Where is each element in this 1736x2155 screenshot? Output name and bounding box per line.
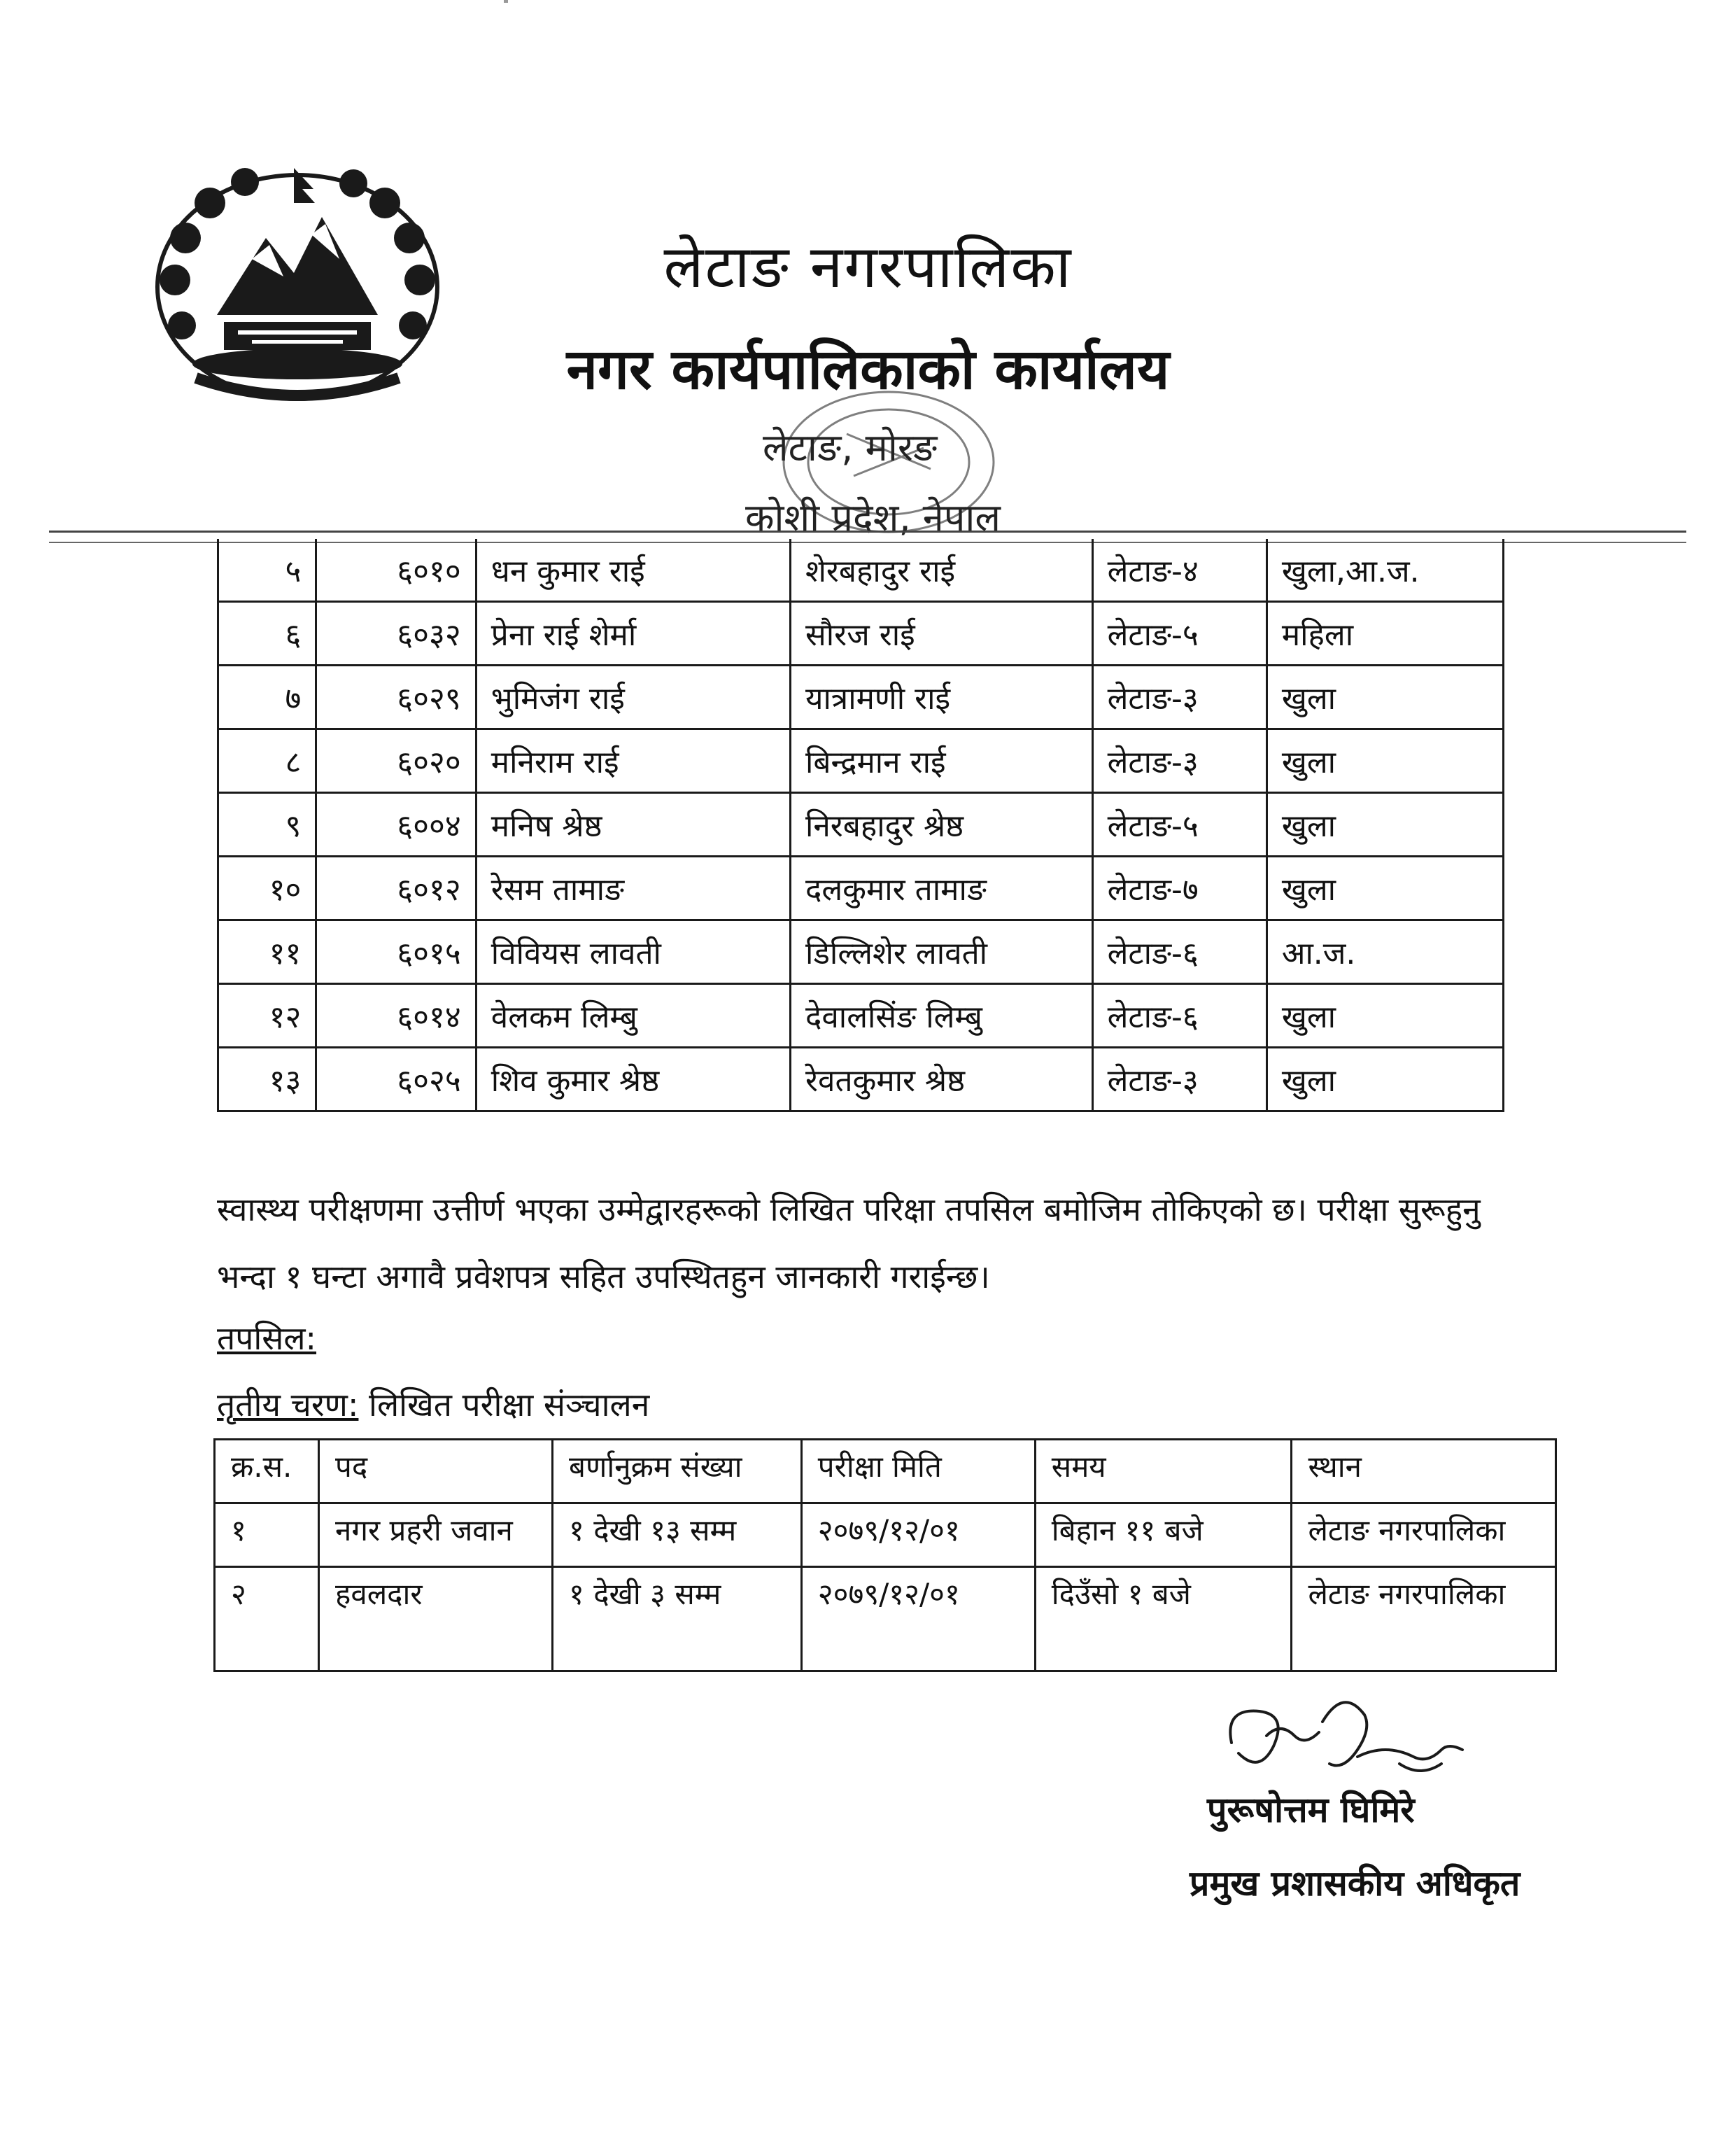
- exam-schedule-table: [213, 1438, 1557, 1672]
- table-row: [218, 920, 1504, 984]
- table-row: [218, 729, 1504, 793]
- serial-number-cell: ६: [218, 602, 316, 666]
- candidate-name-cell: विवियस लावती: [476, 920, 790, 984]
- table-row: [218, 984, 1504, 1048]
- scan-speck: [504, 0, 508, 3]
- address-cell: लेटाङ-३: [1092, 729, 1266, 793]
- father-name-cell: सौरज राई: [790, 602, 1092, 666]
- table-cell: १: [215, 1503, 319, 1567]
- table-cell: १ देखी १३ सम्म: [553, 1503, 802, 1567]
- roll-number-cell: ६०२५: [316, 1048, 476, 1111]
- address-cell: लेटाङ-४: [1092, 539, 1266, 602]
- roll-number-cell: ६०१२: [316, 857, 476, 920]
- candidate-name-cell: धन कुमार राई: [476, 539, 790, 602]
- serial-number-cell: ५: [218, 539, 316, 602]
- table-row: [218, 539, 1504, 602]
- table-cell: २०७९/१२/०१: [801, 1567, 1035, 1671]
- candidate-name-cell: मनिराम राई: [476, 729, 790, 793]
- category-cell: खुला,आ.ज.: [1266, 539, 1503, 602]
- header-cell: परीक्षा मिति: [801, 1440, 1035, 1503]
- category-cell: आ.ज.: [1266, 920, 1503, 984]
- address-cell: लेटाङ-३: [1092, 666, 1266, 729]
- father-name-cell: बिन्द्रमान राई: [790, 729, 1092, 793]
- details-label: तपसिल:: [217, 1319, 317, 1357]
- category-cell: खुला: [1266, 666, 1503, 729]
- table-cell: २०७९/१२/०१: [801, 1503, 1035, 1567]
- candidate-name-cell: भुमिजंग राई: [476, 666, 790, 729]
- phase-label: तृतीय चरण:: [217, 1386, 359, 1424]
- candidate-name-cell: वेलकम लिम्बु: [476, 984, 790, 1048]
- header-cell: स्थान: [1292, 1440, 1556, 1503]
- candidate-name-cell: मनिष श्रेष्ठ: [476, 793, 790, 857]
- father-name-cell: डिल्लिशेर लावती: [790, 920, 1092, 984]
- address-cell: लेटाङ-६: [1092, 984, 1266, 1048]
- header-rule: [49, 531, 1686, 533]
- table-cell: हवलदार: [319, 1567, 553, 1671]
- category-cell: खुला: [1266, 1048, 1503, 1111]
- table-row: [218, 1048, 1504, 1111]
- office-title: नगर कार्यपालिकाको कार्यालय: [566, 337, 1170, 402]
- candidate-name-cell: रेसम तामाङ: [476, 857, 790, 920]
- father-name-cell: दलकुमार तामाङ: [790, 857, 1092, 920]
- signatory-name: पुरूषोत्तम घिमिरे: [1207, 1790, 1415, 1830]
- category-cell: खुला: [1266, 857, 1503, 920]
- header-cell: बर्णानुक्रम संख्या: [553, 1440, 802, 1503]
- category-cell: खुला: [1266, 984, 1503, 1048]
- address-cell: लेटाङ-७: [1092, 857, 1266, 920]
- table-row: [218, 793, 1504, 857]
- roll-number-cell: ६०१५: [316, 920, 476, 984]
- roll-number-cell: ६०२०: [316, 729, 476, 793]
- table-cell: २: [215, 1567, 319, 1671]
- category-cell: खुला: [1266, 793, 1503, 857]
- roll-number-cell: ६०१०: [316, 539, 476, 602]
- notice-paragraph: स्वास्थ्य परीक्षणमा उत्तीर्ण भएका उम्मेद्वारहरूको लिखित परिक्षा तपसिल बमोजिम तोकिएको छ। परीक्षा सुरूहुनु भन्दा १ घन्टा अगावै प्रवेशपत्र सहित उपस्थितहुन जानकारी गराईन्छ।: [217, 1191, 1481, 1296]
- candidate-table: [217, 539, 1504, 1112]
- category-cell: महिला: [1266, 602, 1503, 666]
- serial-number-cell: १३: [218, 1048, 316, 1111]
- serial-number-cell: ११: [218, 920, 316, 984]
- roll-number-cell: ६००४: [316, 793, 476, 857]
- table-row: [218, 602, 1504, 666]
- father-name-cell: निरबहादुर श्रेष्ठ: [790, 793, 1092, 857]
- address-cell: लेटाङ-५: [1092, 602, 1266, 666]
- roll-number-cell: ६०३२: [316, 602, 476, 666]
- father-name-cell: शेरबहादुर राई: [790, 539, 1092, 602]
- serial-number-cell: ८: [218, 729, 316, 793]
- table-cell: १ देखी ३ सम्म: [553, 1567, 802, 1671]
- serial-number-cell: १०: [218, 857, 316, 920]
- address-cell: लेटाङ-६: [1092, 920, 1266, 984]
- municipality-title: लेटाङ नगरपालिका: [663, 232, 1073, 301]
- table-cell: लेटाङ नगरपालिका: [1292, 1567, 1556, 1671]
- candidate-name-cell: प्रेना राई शेर्मा: [476, 602, 790, 666]
- location-district: लेटाङ, मोरङ: [763, 426, 938, 470]
- table-cell: दिउँसो १ बजे: [1035, 1567, 1292, 1671]
- header-cell: समय: [1035, 1440, 1292, 1503]
- roll-number-cell: ६०२९: [316, 666, 476, 729]
- table-cell: लेटाङ नगरपालिका: [1292, 1503, 1556, 1567]
- father-name-cell: यात्रामणी राई: [790, 666, 1092, 729]
- table-row: [218, 857, 1504, 920]
- father-name-cell: देवालसिंङ लिम्बु: [790, 984, 1092, 1048]
- serial-number-cell: ९: [218, 793, 316, 857]
- table-cell: बिहान ११ बजे: [1035, 1503, 1292, 1567]
- location-province: कोशी प्रदेश, नेपाल: [745, 496, 1001, 540]
- address-cell: लेटाङ-३: [1092, 1048, 1266, 1111]
- signature-icon: [1218, 1694, 1511, 1799]
- table-cell: नगर प्रहरी जवान: [319, 1503, 553, 1567]
- phase-text: लिखित परीक्षा संञ्चालन: [358, 1386, 650, 1424]
- address-cell: लेटाङ-५: [1092, 793, 1266, 857]
- roll-number-cell: ६०१४: [316, 984, 476, 1048]
- candidate-name-cell: शिव कुमार श्रेष्ठ: [476, 1048, 790, 1111]
- serial-number-cell: १२: [218, 984, 316, 1048]
- table-row: [215, 1567, 1556, 1671]
- signatory-designation: प्रमुख प्रशासकीय अधिकृत: [1190, 1863, 1520, 1904]
- serial-number-cell: ७: [218, 666, 316, 729]
- father-name-cell: रेवतकुमार श्रेष्ठ: [790, 1048, 1092, 1111]
- header-cell: क्र.स.: [215, 1440, 319, 1503]
- category-cell: खुला: [1266, 729, 1503, 793]
- phase-line: [217, 1382, 649, 1426]
- table-row: [218, 666, 1504, 729]
- table-header-row: [215, 1440, 1556, 1503]
- table-row: [215, 1503, 1556, 1567]
- header-cell: पद: [319, 1440, 553, 1503]
